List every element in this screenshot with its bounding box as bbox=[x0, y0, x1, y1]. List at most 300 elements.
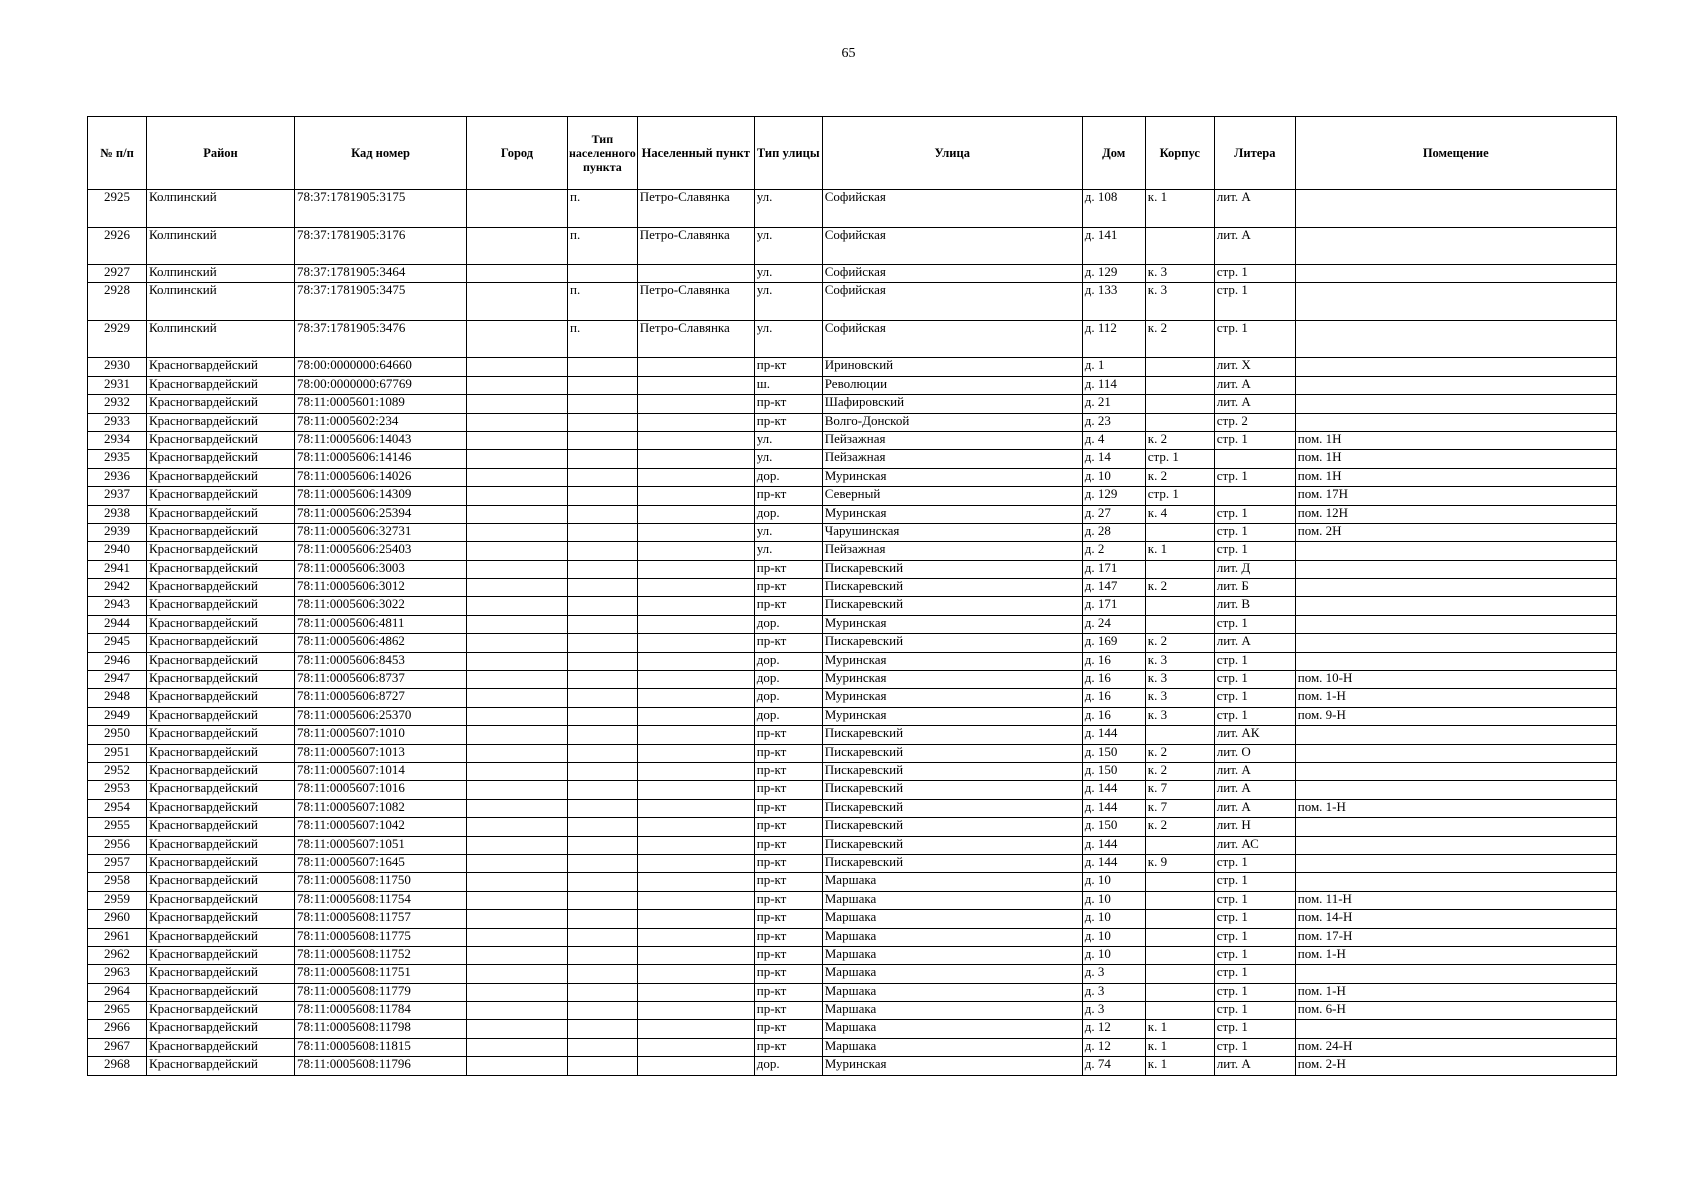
house-cell: д. 4 bbox=[1082, 431, 1145, 449]
street-cell: Муринская bbox=[822, 615, 1082, 633]
cadastral-number-cell: 78:11:0005606:8737 bbox=[295, 671, 467, 689]
letter-cell: лит. Х bbox=[1214, 358, 1295, 376]
district-cell: Красногвардейский bbox=[147, 487, 295, 505]
street-cell: Революции bbox=[822, 376, 1082, 394]
settlement-cell bbox=[637, 910, 754, 928]
house-cell: д. 74 bbox=[1082, 1057, 1145, 1075]
table-row bbox=[88, 358, 1617, 376]
premises-cell: пом. 24-Н bbox=[1295, 1038, 1616, 1056]
building-cell bbox=[1145, 395, 1214, 413]
district-cell: Красногвардейский bbox=[147, 579, 295, 597]
table-row bbox=[88, 468, 1617, 486]
table-row bbox=[88, 910, 1617, 928]
building-cell: к. 3 bbox=[1145, 689, 1214, 707]
street-type-cell: пр-кт bbox=[754, 781, 822, 799]
cadastral-number-cell: 78:11:0005608:11775 bbox=[295, 928, 467, 946]
city-cell bbox=[467, 615, 568, 633]
table-row bbox=[88, 227, 1617, 265]
house-cell: д. 144 bbox=[1082, 799, 1145, 817]
letter-cell: стр. 1 bbox=[1214, 946, 1295, 964]
row-number: 2944 bbox=[88, 615, 147, 633]
district-cell: Красногвардейский bbox=[147, 671, 295, 689]
row-number: 2963 bbox=[88, 965, 147, 983]
city-cell bbox=[467, 707, 568, 725]
settlement-type-cell bbox=[568, 781, 638, 799]
settlement-cell: Петро-Славянка bbox=[637, 320, 754, 358]
premises-cell bbox=[1295, 762, 1616, 780]
table-row bbox=[88, 799, 1617, 817]
settlement-cell bbox=[637, 744, 754, 762]
building-cell: к. 2 bbox=[1145, 818, 1214, 836]
house-cell: д. 3 bbox=[1082, 965, 1145, 983]
house-cell: д. 27 bbox=[1082, 505, 1145, 523]
street-type-cell: пр-кт bbox=[754, 854, 822, 872]
district-cell: Колпинский bbox=[147, 265, 295, 283]
settlement-cell bbox=[637, 946, 754, 964]
district-cell: Красногвардейский bbox=[147, 965, 295, 983]
house-cell: д. 10 bbox=[1082, 873, 1145, 891]
row-number: 2925 bbox=[88, 190, 147, 228]
building-cell: к. 1 bbox=[1145, 1038, 1214, 1056]
building-cell bbox=[1145, 413, 1214, 431]
cadastral-number-cell: 78:11:0005601:1089 bbox=[295, 395, 467, 413]
cadastral-number-cell: 78:11:0005606:8453 bbox=[295, 652, 467, 670]
premises-cell bbox=[1295, 283, 1616, 321]
cadastral-number-cell: 78:11:0005608:11750 bbox=[295, 873, 467, 891]
premises-cell: пом. 1-Н bbox=[1295, 799, 1616, 817]
settlement-type-cell bbox=[568, 358, 638, 376]
house-cell: д. 16 bbox=[1082, 689, 1145, 707]
district-cell: Красногвардейский bbox=[147, 726, 295, 744]
row-number: 2933 bbox=[88, 413, 147, 431]
table-row bbox=[88, 762, 1617, 780]
cadastral-number-cell: 78:11:0005606:4811 bbox=[295, 615, 467, 633]
street-cell: Муринская bbox=[822, 468, 1082, 486]
city-cell bbox=[467, 487, 568, 505]
cadastral-number-cell: 78:11:0005606:3022 bbox=[295, 597, 467, 615]
row-number: 2959 bbox=[88, 891, 147, 909]
premises-cell bbox=[1295, 597, 1616, 615]
settlement-type-cell bbox=[568, 560, 638, 578]
settlement-cell bbox=[637, 431, 754, 449]
settlement-cell bbox=[637, 818, 754, 836]
row-number: 2929 bbox=[88, 320, 147, 358]
district-cell: Красногвардейский bbox=[147, 762, 295, 780]
street-type-cell: пр-кт bbox=[754, 818, 822, 836]
building-cell bbox=[1145, 910, 1214, 928]
street-cell: Пискаревский bbox=[822, 560, 1082, 578]
settlement-type-cell bbox=[568, 376, 638, 394]
house-cell: д. 144 bbox=[1082, 781, 1145, 799]
district-cell: Красногвардейский bbox=[147, 1020, 295, 1038]
city-cell bbox=[467, 468, 568, 486]
cadastral-number-cell: 78:11:0005606:14309 bbox=[295, 487, 467, 505]
district-cell: Красногвардейский bbox=[147, 689, 295, 707]
letter-cell: лит. А bbox=[1214, 762, 1295, 780]
street-type-cell: пр-кт bbox=[754, 799, 822, 817]
building-cell: к. 2 bbox=[1145, 468, 1214, 486]
row-number: 2940 bbox=[88, 542, 147, 560]
street-type-cell: ул. bbox=[754, 523, 822, 541]
cadastral-number-cell: 78:11:0005607:1082 bbox=[295, 799, 467, 817]
premises-cell: пом. 17Н bbox=[1295, 487, 1616, 505]
cadastral-number-cell: 78:11:0005608:11796 bbox=[295, 1057, 467, 1075]
house-cell: д. 141 bbox=[1082, 227, 1145, 265]
settlement-type-cell bbox=[568, 671, 638, 689]
street-cell: Софийская bbox=[822, 283, 1082, 321]
letter-cell: лит. АС bbox=[1214, 836, 1295, 854]
street-cell: Северный bbox=[822, 487, 1082, 505]
district-cell: Красногвардейский bbox=[147, 358, 295, 376]
premises-cell: пом. 11-Н bbox=[1295, 891, 1616, 909]
house-cell: д. 10 bbox=[1082, 928, 1145, 946]
letter-cell: стр. 1 bbox=[1214, 265, 1295, 283]
row-number: 2936 bbox=[88, 468, 147, 486]
premises-cell bbox=[1295, 579, 1616, 597]
row-number: 2942 bbox=[88, 579, 147, 597]
table-row bbox=[88, 487, 1617, 505]
city-cell bbox=[467, 983, 568, 1001]
street-type-cell: пр-кт bbox=[754, 358, 822, 376]
city-cell bbox=[467, 634, 568, 652]
settlement-type-cell bbox=[568, 265, 638, 283]
city-cell bbox=[467, 781, 568, 799]
table-row bbox=[88, 744, 1617, 762]
street-cell: Пискаревский bbox=[822, 726, 1082, 744]
street-type-cell: дор. bbox=[754, 652, 822, 670]
settlement-type-cell bbox=[568, 487, 638, 505]
settlement-type-cell bbox=[568, 615, 638, 633]
table-row bbox=[88, 560, 1617, 578]
building-cell: к. 3 bbox=[1145, 707, 1214, 725]
letter-cell: стр. 1 bbox=[1214, 615, 1295, 633]
settlement-type-cell bbox=[568, 1002, 638, 1020]
row-number: 2965 bbox=[88, 1002, 147, 1020]
settlement-type-cell bbox=[568, 1020, 638, 1038]
street-type-cell: дор. bbox=[754, 505, 822, 523]
table-row bbox=[88, 450, 1617, 468]
city-cell bbox=[467, 836, 568, 854]
row-number: 2966 bbox=[88, 1020, 147, 1038]
street-type-cell: ул. bbox=[754, 265, 822, 283]
house-cell: д. 129 bbox=[1082, 265, 1145, 283]
cadastral-number-cell: 78:37:1781905:3176 bbox=[295, 227, 467, 265]
cadastral-number-cell: 78:11:0005608:11752 bbox=[295, 946, 467, 964]
cadastral-number-cell: 78:11:0005608:11798 bbox=[295, 1020, 467, 1038]
house-cell: д. 12 bbox=[1082, 1020, 1145, 1038]
premises-cell bbox=[1295, 358, 1616, 376]
street-type-cell: пр-кт bbox=[754, 579, 822, 597]
row-number: 2931 bbox=[88, 376, 147, 394]
table-row bbox=[88, 1038, 1617, 1056]
premises-cell: пом. 1Н bbox=[1295, 431, 1616, 449]
settlement-cell bbox=[637, 615, 754, 633]
city-cell bbox=[467, 965, 568, 983]
settlement-type-cell bbox=[568, 634, 638, 652]
street-cell: Софийская bbox=[822, 265, 1082, 283]
cadastral-number-cell: 78:11:0005608:11815 bbox=[295, 1038, 467, 1056]
house-cell: д. 14 bbox=[1082, 450, 1145, 468]
table-row bbox=[88, 634, 1617, 652]
city-cell bbox=[467, 505, 568, 523]
settlement-type-cell bbox=[568, 744, 638, 762]
house-cell: д. 10 bbox=[1082, 468, 1145, 486]
settlement-cell bbox=[637, 854, 754, 872]
table-row bbox=[88, 413, 1617, 431]
street-type-cell: дор. bbox=[754, 671, 822, 689]
row-number: 2967 bbox=[88, 1038, 147, 1056]
city-cell bbox=[467, 431, 568, 449]
property-table bbox=[87, 116, 1617, 1076]
street-type-cell: ул. bbox=[754, 320, 822, 358]
building-cell: к. 2 bbox=[1145, 320, 1214, 358]
street-cell: Муринская bbox=[822, 671, 1082, 689]
premises-cell bbox=[1295, 542, 1616, 560]
street-type-cell: пр-кт bbox=[754, 726, 822, 744]
district-cell: Красногвардейский bbox=[147, 946, 295, 964]
district-cell: Красногвардейский bbox=[147, 873, 295, 891]
city-cell bbox=[467, 689, 568, 707]
premises-cell: пом. 2Н bbox=[1295, 523, 1616, 541]
city-cell bbox=[467, 283, 568, 321]
street-type-cell: ул. bbox=[754, 431, 822, 449]
row-number: 2948 bbox=[88, 689, 147, 707]
house-cell: д. 150 bbox=[1082, 744, 1145, 762]
house-cell: д. 150 bbox=[1082, 818, 1145, 836]
cadastral-number-cell: 78:11:0005608:11779 bbox=[295, 983, 467, 1001]
cadastral-number-cell: 78:11:0005606:25403 bbox=[295, 542, 467, 560]
row-number: 2938 bbox=[88, 505, 147, 523]
table-row bbox=[88, 707, 1617, 725]
building-cell bbox=[1145, 726, 1214, 744]
settlement-cell bbox=[637, 781, 754, 799]
district-cell: Красногвардейский bbox=[147, 854, 295, 872]
settlement-cell bbox=[637, 1057, 754, 1075]
house-cell: д. 1 bbox=[1082, 358, 1145, 376]
letter-cell: лит. А bbox=[1214, 781, 1295, 799]
district-cell: Красногвардейский bbox=[147, 1057, 295, 1075]
house-cell: д. 169 bbox=[1082, 634, 1145, 652]
settlement-type-cell bbox=[568, 965, 638, 983]
district-cell: Красногвардейский bbox=[147, 395, 295, 413]
cadastral-number-cell: 78:11:0005606:3003 bbox=[295, 560, 467, 578]
street-type-cell: дор. bbox=[754, 615, 822, 633]
street-cell: Маршака bbox=[822, 891, 1082, 909]
cadastral-number-cell: 78:00:0000000:67769 bbox=[295, 376, 467, 394]
district-cell: Красногвардейский bbox=[147, 891, 295, 909]
street-type-cell: пр-кт bbox=[754, 983, 822, 1001]
cadastral-number-cell: 78:11:0005607:1051 bbox=[295, 836, 467, 854]
settlement-cell bbox=[637, 652, 754, 670]
row-number: 2951 bbox=[88, 744, 147, 762]
letter-cell: стр. 1 bbox=[1214, 1020, 1295, 1038]
street-cell: Софийская bbox=[822, 190, 1082, 228]
table-row bbox=[88, 597, 1617, 615]
street-type-cell: ул. bbox=[754, 190, 822, 228]
settlement-cell bbox=[637, 1002, 754, 1020]
column-header: Тип населенного пункта bbox=[568, 117, 638, 190]
table-row bbox=[88, 1020, 1617, 1038]
premises-cell bbox=[1295, 376, 1616, 394]
city-cell bbox=[467, 818, 568, 836]
settlement-type-cell bbox=[568, 1057, 638, 1075]
letter-cell: лит. АК bbox=[1214, 726, 1295, 744]
row-number: 2939 bbox=[88, 523, 147, 541]
letter-cell: стр. 1 bbox=[1214, 965, 1295, 983]
settlement-type-cell: п. bbox=[568, 227, 638, 265]
house-cell: д. 24 bbox=[1082, 615, 1145, 633]
building-cell: к. 4 bbox=[1145, 505, 1214, 523]
row-number: 2964 bbox=[88, 983, 147, 1001]
settlement-cell bbox=[637, 983, 754, 1001]
city-cell bbox=[467, 1057, 568, 1075]
table-row bbox=[88, 671, 1617, 689]
street-type-cell: ул. bbox=[754, 283, 822, 321]
settlement-cell bbox=[637, 597, 754, 615]
settlement-type-cell bbox=[568, 579, 638, 597]
letter-cell: стр. 1 bbox=[1214, 542, 1295, 560]
settlement-type-cell bbox=[568, 762, 638, 780]
premises-cell: пом. 10-Н bbox=[1295, 671, 1616, 689]
city-cell bbox=[467, 1002, 568, 1020]
settlement-type-cell bbox=[568, 689, 638, 707]
street-cell: Маршака bbox=[822, 1038, 1082, 1056]
premises-cell bbox=[1295, 854, 1616, 872]
table-row bbox=[88, 726, 1617, 744]
street-cell: Пискаревский bbox=[822, 818, 1082, 836]
street-cell: Маршака bbox=[822, 946, 1082, 964]
letter-cell: лит. А bbox=[1214, 1057, 1295, 1075]
city-cell bbox=[467, 523, 568, 541]
table-row bbox=[88, 873, 1617, 891]
building-cell: к. 9 bbox=[1145, 854, 1214, 872]
street-type-cell: пр-кт bbox=[754, 928, 822, 946]
building-cell: к. 3 bbox=[1145, 652, 1214, 670]
district-cell: Колпинский bbox=[147, 227, 295, 265]
city-cell bbox=[467, 891, 568, 909]
building-cell: к. 7 bbox=[1145, 781, 1214, 799]
house-cell: д. 171 bbox=[1082, 560, 1145, 578]
street-cell: Чарушинская bbox=[822, 523, 1082, 541]
settlement-cell bbox=[637, 1038, 754, 1056]
street-cell: Муринская bbox=[822, 505, 1082, 523]
building-cell: к. 1 bbox=[1145, 542, 1214, 560]
street-type-cell: пр-кт bbox=[754, 946, 822, 964]
column-header: Корпус bbox=[1145, 117, 1214, 190]
settlement-type-cell bbox=[568, 983, 638, 1001]
premises-cell bbox=[1295, 634, 1616, 652]
table-row bbox=[88, 1057, 1617, 1075]
city-cell bbox=[467, 376, 568, 394]
premises-cell bbox=[1295, 1020, 1616, 1038]
street-type-cell: пр-кт bbox=[754, 487, 822, 505]
street-type-cell: пр-кт bbox=[754, 395, 822, 413]
table-row bbox=[88, 431, 1617, 449]
district-cell: Красногвардейский bbox=[147, 450, 295, 468]
settlement-cell bbox=[637, 376, 754, 394]
premises-cell bbox=[1295, 615, 1616, 633]
street-type-cell: пр-кт bbox=[754, 413, 822, 431]
column-header: Город bbox=[467, 117, 568, 190]
city-cell bbox=[467, 946, 568, 964]
settlement-type-cell bbox=[568, 726, 638, 744]
premises-cell: пом. 12Н bbox=[1295, 505, 1616, 523]
letter-cell bbox=[1214, 487, 1295, 505]
letter-cell: стр. 1 bbox=[1214, 707, 1295, 725]
city-cell bbox=[467, 358, 568, 376]
premises-cell: пом. 1Н bbox=[1295, 468, 1616, 486]
settlement-cell bbox=[637, 689, 754, 707]
house-cell: д. 133 bbox=[1082, 283, 1145, 321]
row-number: 2955 bbox=[88, 818, 147, 836]
district-cell: Красногвардейский bbox=[147, 744, 295, 762]
building-cell bbox=[1145, 965, 1214, 983]
street-cell: Пискаревский bbox=[822, 854, 1082, 872]
settlement-cell bbox=[637, 1020, 754, 1038]
settlement-cell bbox=[637, 487, 754, 505]
building-cell: к. 3 bbox=[1145, 265, 1214, 283]
city-cell bbox=[467, 652, 568, 670]
settlement-cell bbox=[637, 671, 754, 689]
building-cell bbox=[1145, 946, 1214, 964]
cadastral-number-cell: 78:11:0005606:14043 bbox=[295, 431, 467, 449]
row-number: 2954 bbox=[88, 799, 147, 817]
cadastral-number-cell: 78:37:1781905:3464 bbox=[295, 265, 467, 283]
street-cell: Ириновский bbox=[822, 358, 1082, 376]
cadastral-number-cell: 78:11:0005608:11784 bbox=[295, 1002, 467, 1020]
building-cell bbox=[1145, 358, 1214, 376]
district-cell: Колпинский bbox=[147, 190, 295, 228]
settlement-cell bbox=[637, 265, 754, 283]
premises-cell: пом. 2-Н bbox=[1295, 1057, 1616, 1075]
street-type-cell: ш. bbox=[754, 376, 822, 394]
house-cell: д. 108 bbox=[1082, 190, 1145, 228]
district-cell: Красногвардейский bbox=[147, 707, 295, 725]
cadastral-number-cell: 78:11:0005606:14146 bbox=[295, 450, 467, 468]
cadastral-number-cell: 78:11:0005606:8727 bbox=[295, 689, 467, 707]
premises-cell bbox=[1295, 965, 1616, 983]
letter-cell: стр. 1 bbox=[1214, 1002, 1295, 1020]
settlement-cell bbox=[637, 395, 754, 413]
street-cell: Маршака bbox=[822, 873, 1082, 891]
letter-cell: лит. О bbox=[1214, 744, 1295, 762]
settlement-type-cell bbox=[568, 873, 638, 891]
district-cell: Красногвардейский bbox=[147, 560, 295, 578]
street-cell: Пискаревский bbox=[822, 744, 1082, 762]
row-number: 2937 bbox=[88, 487, 147, 505]
table-row bbox=[88, 983, 1617, 1001]
cadastral-number-cell: 78:11:0005607:1010 bbox=[295, 726, 467, 744]
house-cell: д. 28 bbox=[1082, 523, 1145, 541]
row-number: 2958 bbox=[88, 873, 147, 891]
street-cell: Пискаревский bbox=[822, 579, 1082, 597]
table-row bbox=[88, 505, 1617, 523]
city-cell bbox=[467, 762, 568, 780]
settlement-type-cell bbox=[568, 450, 638, 468]
premises-cell bbox=[1295, 265, 1616, 283]
letter-cell: стр. 1 bbox=[1214, 689, 1295, 707]
street-type-cell: дор. bbox=[754, 1057, 822, 1075]
settlement-cell bbox=[637, 505, 754, 523]
column-header: № п/п bbox=[88, 117, 147, 190]
settlement-type-cell bbox=[568, 836, 638, 854]
letter-cell: лит. А bbox=[1214, 799, 1295, 817]
letter-cell: стр. 1 bbox=[1214, 523, 1295, 541]
building-cell bbox=[1145, 615, 1214, 633]
table-row bbox=[88, 652, 1617, 670]
street-type-cell: пр-кт bbox=[754, 634, 822, 652]
house-cell: д. 12 bbox=[1082, 1038, 1145, 1056]
